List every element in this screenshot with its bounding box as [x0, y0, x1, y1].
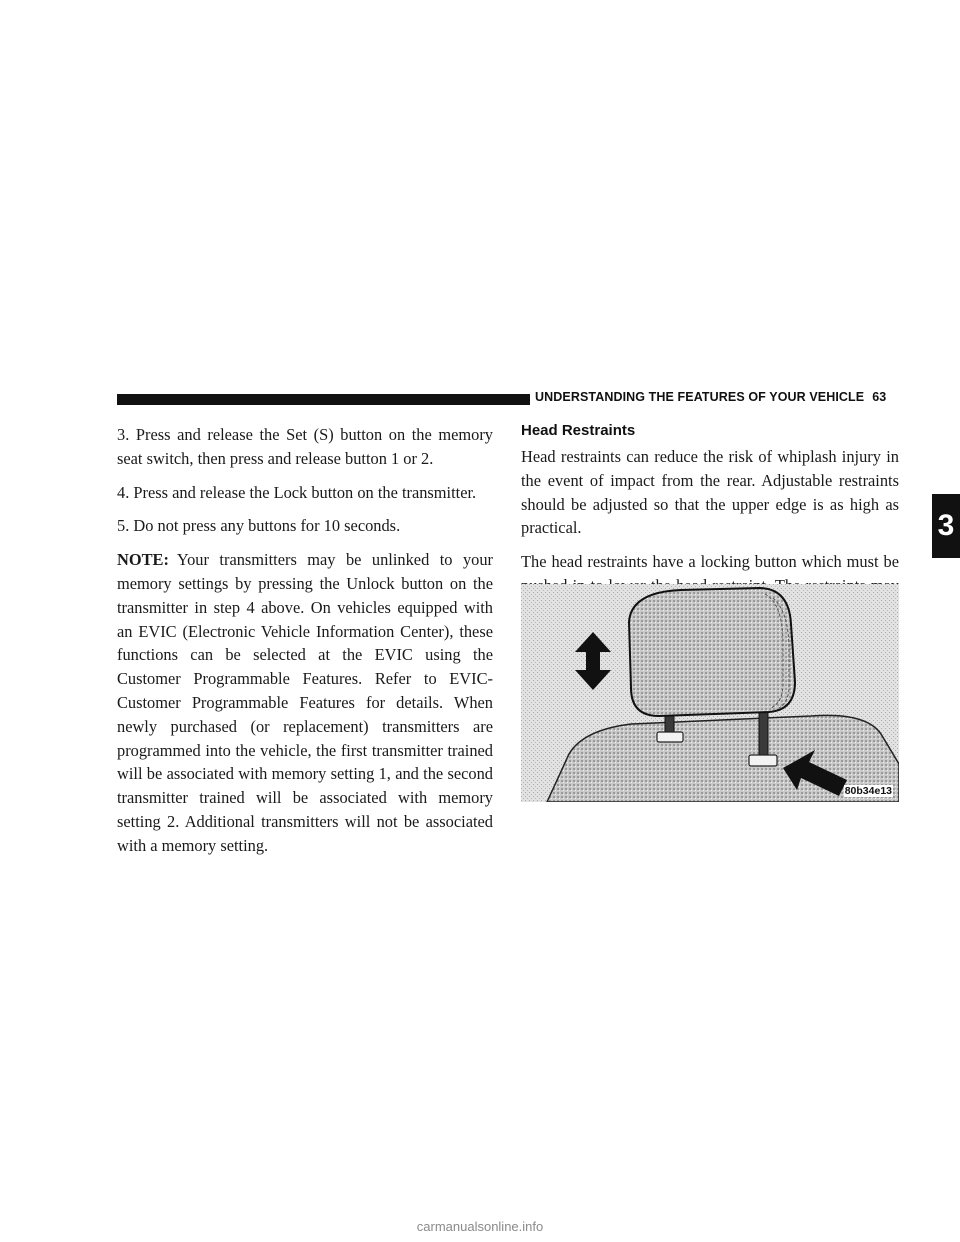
note-paragraph [117, 548, 493, 857]
watermark: carmanualsonline.info [416, 1219, 544, 1234]
note-label: NOTE: [117, 550, 169, 570]
note-text: Your transmitters may be unlinked to your memory settings by pressing the Unlock button on the transmitter in step 4 above. On vehicles equipped with an EVIC (Electronic Vehicle Information Center), these functions can be selected at the EVIC using the Customer Programmable Features. Refer to EVIC-Customer Programmable Features for details. When newly purchased (or replacement) transmitters are programmed into the vehicle, the first transmitter trained will be associated with memory setting 1, and the second transmitter trained will be associated with memory setting 2. Additional transmitters will not be associated with a memory setting. [117, 550, 493, 855]
head-restraint-illustration [521, 584, 899, 802]
left-column [117, 423, 493, 868]
step-5: 5. Do not press any buttons for 10 seconds. [117, 516, 401, 536]
chapter-tab: 3 [932, 494, 960, 558]
running-header [535, 390, 915, 404]
header-title: UNDERSTANDING THE FEATURES OF YOUR VEHICLE [535, 390, 865, 404]
figure-code: 80b34e13 [844, 785, 892, 797]
header-rule [117, 394, 530, 405]
head-restraints-paragraph-1: Head restraints can reduce the risk of whiplash injury in the event of impact from the rear. Adjustable restraints should be adjusted so that the upper edge is as high as practical. [521, 447, 899, 538]
head-restraints-paragraph-2: The head restraints have a locking button which must be [521, 552, 899, 572]
step-4: 4. Press and release the Lock button on the transmitter. [117, 482, 477, 502]
head-restraint-drawing [521, 584, 899, 802]
section-heading: Head Restraints [521, 422, 636, 439]
step-3: 3. Press and release the Set (S) button on the memory seat switch, then press and release button 1 or 2. [117, 425, 493, 468]
page-number: 63 [872, 390, 887, 404]
